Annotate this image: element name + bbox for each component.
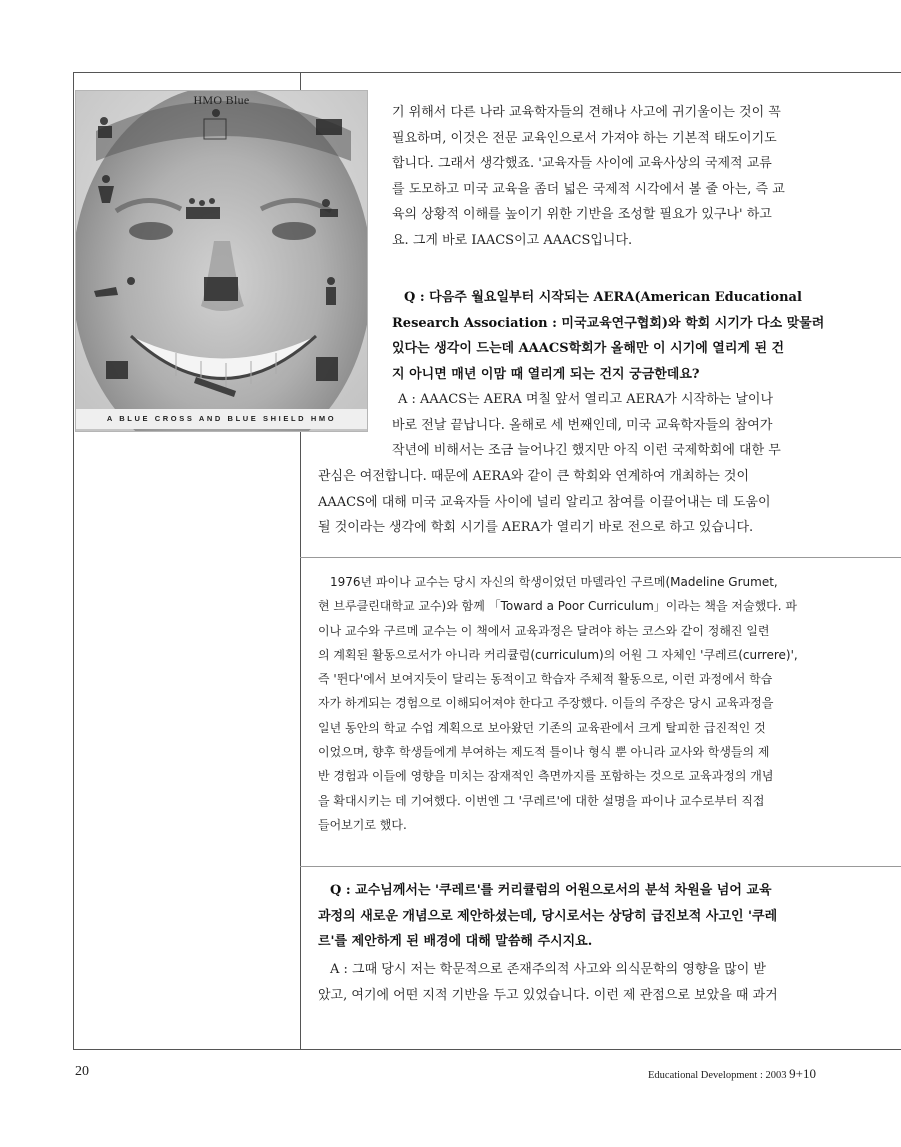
left-rule <box>73 72 74 1050</box>
text-line: 일년 동안의 학교 수업 계획으로 보아왔던 기존의 교육관에서 크게 탈피한 급진적인 것 <box>318 720 766 735</box>
text-line: 반 경험과 이들에 영향을 미치는 잠재적인 측면까지를 포함하는 것으로 교육과정의 개념 <box>318 769 774 784</box>
text-line: 들어보기로 했다. <box>318 817 407 832</box>
answer-line: 바로 전날 끝납니다. 올해로 세 번째인데, 미국 교육학자들의 참여가 <box>392 417 773 433</box>
question-line: Research Association : 미국교육연구협회)와 학회 시기가 다소 맞물려 <box>392 315 825 331</box>
text-line: 를 도모하고 미국 교육을 좀더 넓은 국제적 시각에서 볼 줄 아는, 즉 교 <box>392 181 785 197</box>
journal-name: Educational Development : 2003 <box>648 1070 787 1081</box>
answer-line: 았고, 여기에 어떤 지적 기반을 두고 있었습니다. 이런 제 관점으로 보았을 때 과거 <box>318 987 778 1003</box>
question-line: 지 아니면 매년 이맘 때 열리게 되는 건지 궁금한데요? <box>392 366 700 382</box>
question-line: Q : 다음주 월요일부터 시작되는 AERA(American Educational <box>404 290 802 305</box>
answer-line: 작년에 비해서는 조금 늘어나긴 했지만 아직 이런 국제학회에 대한 무 <box>392 443 781 459</box>
text-line: 1976년 파이나 교수는 당시 자신의 학생이었던 마델라인 구르메(Madeline Grumet, <box>330 575 778 589</box>
text-line: 기 위해서 다른 나라 교육학자들의 견해나 사고에 귀기울이는 것이 꼭 <box>392 105 781 120</box>
text-line: 이나 교수와 구르메 교수는 이 책에서 교육과정은 달려야 하는 코스와 같이 정해진 일련 <box>318 623 770 638</box>
smiling-face-illustration <box>76 91 368 432</box>
journal-footer <box>648 1066 816 1082</box>
text-line: 의 계획된 활동으로서가 아니라 커리큘럼(curriculum)의 어원 그 자체인 '쿠레르(currere)', <box>318 647 798 662</box>
journal-issue: 9+10 <box>789 1066 816 1081</box>
text-line: 자가 하게되는 경험으로 이해되어져야 한다고 주장했다. 이들의 주장은 당시 교육과정을 <box>318 696 774 711</box>
answer-1-wide <box>318 464 803 541</box>
text-line: 현 브루클린대학교 교수)와 함께 「Toward a Poor Curriculum」이라는 책을 저술했다. 파 <box>318 599 797 614</box>
bottom-rule <box>73 1049 901 1050</box>
top-rule <box>73 72 901 73</box>
hmo-blue-poster <box>75 90 368 432</box>
section-separator <box>300 557 901 558</box>
text-line: 을 확대시키는 데 기여했다. 이번엔 그 '쿠레르'에 대한 설명을 파이나 교수로부터 직접 <box>318 793 765 808</box>
question-line: 르'를 제안하게 된 배경에 대해 말씀해 주시지요. <box>318 934 593 950</box>
text-line: 요. 그게 바로 IAACS이고 AAACS입니다. <box>392 232 633 248</box>
narrative-paragraph <box>318 570 803 837</box>
text-line: 즉 '뛴다'에서 보여지듯이 달리는 동적이고 학습자 주체적 활동으로, 이런 과정에서 학습 <box>318 672 773 687</box>
text-line: 합니다. 그래서 생각했죠. '교육자들 사이에 교육사상의 국제적 교류 <box>392 156 772 172</box>
answer-2 <box>318 957 803 1008</box>
question-line: 있다는 생각이 드는데 AAACS학회가 올해만 이 시기에 열리게 된 건 <box>392 341 785 357</box>
text-line: 필요하며, 이것은 전문 교육인으로서 가져야 하는 기본적 태도이기도 <box>392 130 777 146</box>
text-line: 육의 상황적 이해를 높이기 위한 기반을 조성할 필요가 있구나' 하고 <box>392 207 772 223</box>
answer-line: 될 것이라는 생각에 학회 시기를 AERA가 열리기 바로 전으로 하고 있습니다. <box>318 520 754 536</box>
poster-tagline: A BLUE CROSS AND BLUE SHIELD HMO <box>76 409 367 429</box>
question-line: 과정의 새로운 개념으로 제안하셨는데, 당시로서는 상당히 급진보적 사고인 '쿠레 <box>318 908 778 924</box>
poster-title: HMO Blue <box>193 93 250 107</box>
page-number: 20 <box>75 1064 89 1079</box>
answer-line: AAACS에 대해 미국 교육자들 사이에 널리 알리고 참여를 이끌어내는 데 도움이 <box>318 494 771 510</box>
intro-paragraph <box>392 100 802 254</box>
question-2 <box>318 878 803 955</box>
text-line: 이었으며, 향후 학생들에게 부여하는 제도적 틀이나 형식 뿐 아니라 교사와 학생들의 제 <box>318 745 770 760</box>
question-line: Q : 교수님께서는 '쿠레르'를 커리큘럼의 어원으로서의 분석 차원을 넘어 교육 <box>330 883 772 898</box>
question-1 <box>392 285 825 387</box>
answer-line: A : AAACS는 AERA 며칠 앞서 열리고 AERA가 시작하는 날이나 <box>398 392 774 407</box>
answer-1-narrow <box>392 387 802 464</box>
section-separator <box>300 866 901 867</box>
answer-line: 관심은 여전합니다. 때문에 AERA와 같이 큰 학회와 연계하여 개최하는 것이 <box>318 469 750 484</box>
answer-line: A : 그때 당시 저는 학문적으로 존재주의적 사고와 의식문학의 영향을 많이 받 <box>330 962 766 977</box>
